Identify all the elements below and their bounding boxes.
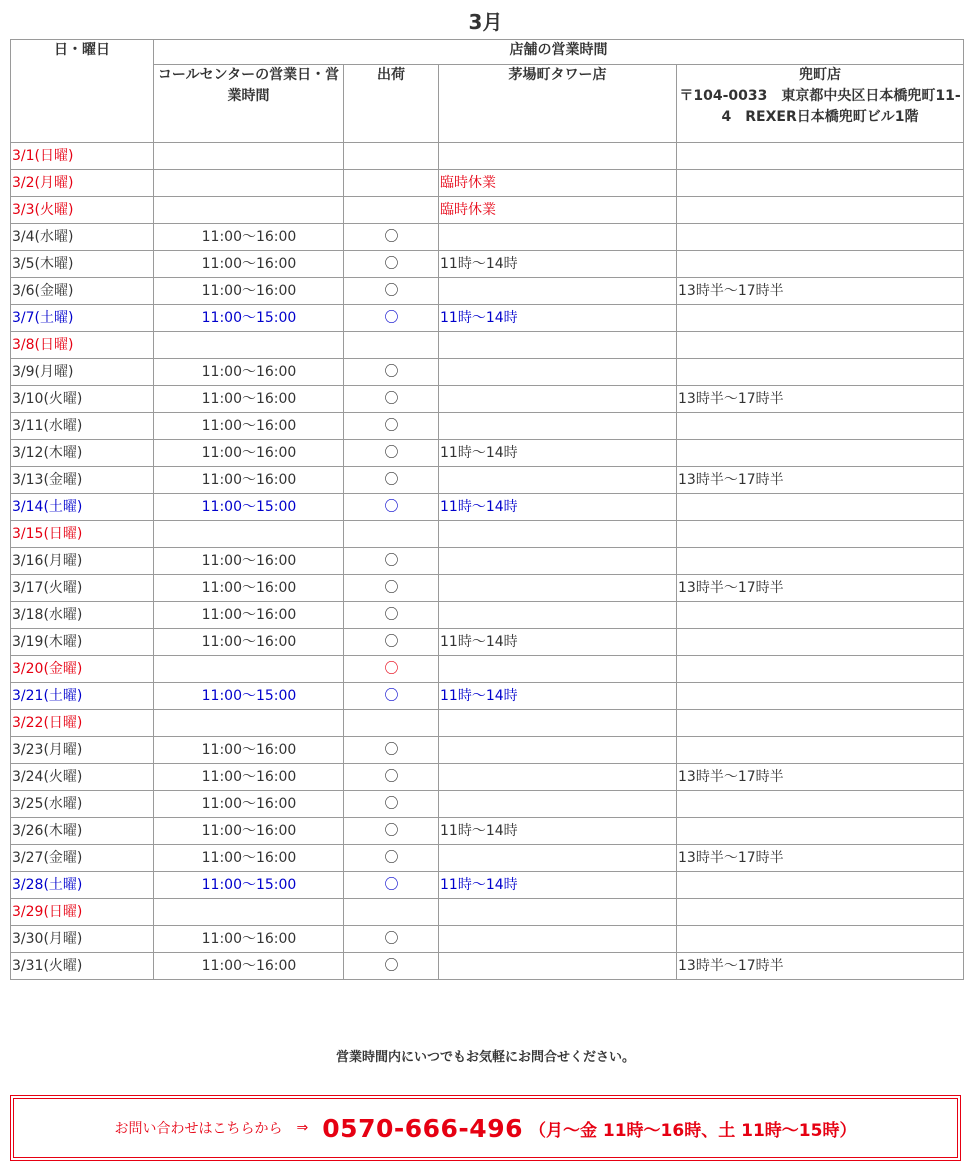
header-date: 日・曜日 <box>11 40 154 143</box>
date-cell: 3/19(木曜) <box>11 629 154 656</box>
callcenter-cell: 11:00～16:00 <box>154 575 344 602</box>
table-row <box>11 143 964 170</box>
table-row <box>11 629 964 656</box>
kayabacho-cell <box>439 845 677 872</box>
kayabacho-cell: 11時～14時 <box>439 251 677 278</box>
date-cell: 3/16(月曜) <box>11 548 154 575</box>
kayabacho-cell: 11時～14時 <box>439 440 677 467</box>
kabutocho-cell <box>677 683 964 710</box>
shipping-cell <box>344 899 439 926</box>
date-cell: 3/25(水曜) <box>11 791 154 818</box>
kabutocho-store-name: 兜町店 <box>799 67 841 83</box>
shipping-cell <box>344 521 439 548</box>
kabutocho-cell <box>677 818 964 845</box>
shipping-cell: 〇 <box>344 386 439 413</box>
table-row <box>11 521 964 548</box>
shipping-cell <box>344 332 439 359</box>
table-row <box>11 872 964 899</box>
table-row <box>11 602 964 629</box>
kayabacho-cell: 11時～14時 <box>439 872 677 899</box>
callcenter-cell: 11:00～16:00 <box>154 359 344 386</box>
kabutocho-cell: 13時半～17時半 <box>677 575 964 602</box>
kayabacho-cell <box>439 332 677 359</box>
date-cell: 3/12(木曜) <box>11 440 154 467</box>
kayabacho-cell: 11時～14時 <box>439 305 677 332</box>
kabutocho-cell <box>677 548 964 575</box>
kabutocho-cell <box>677 710 964 737</box>
contact-box <box>10 1095 961 1161</box>
kayabacho-cell <box>439 359 677 386</box>
kayabacho-cell: 11時～14時 <box>439 629 677 656</box>
header-callcenter: コールセンターの営業日・営業時間 <box>154 65 344 143</box>
callcenter-cell: 11:00～16:00 <box>154 548 344 575</box>
table-row <box>11 926 964 953</box>
table-row <box>11 683 964 710</box>
shipping-cell: 〇 <box>344 656 439 683</box>
business-hours-table <box>10 39 964 980</box>
date-cell: 3/23(月曜) <box>11 737 154 764</box>
kabutocho-cell <box>677 521 964 548</box>
callcenter-cell: 11:00～16:00 <box>154 386 344 413</box>
date-cell: 3/31(火曜) <box>11 953 154 980</box>
callcenter-cell: 11:00～16:00 <box>154 926 344 953</box>
kayabacho-cell <box>439 710 677 737</box>
shipping-cell: 〇 <box>344 629 439 656</box>
callcenter-cell: 11:00～16:00 <box>154 629 344 656</box>
date-cell: 3/4(水曜) <box>11 224 154 251</box>
callcenter-cell <box>154 656 344 683</box>
date-cell: 3/8(日曜) <box>11 332 154 359</box>
schedule-body <box>11 143 964 980</box>
shipping-cell: 〇 <box>344 251 439 278</box>
table-row <box>11 170 964 197</box>
kayabacho-cell <box>439 737 677 764</box>
shipping-cell: 〇 <box>344 791 439 818</box>
date-cell: 3/15(日曜) <box>11 521 154 548</box>
date-cell: 3/6(金曜) <box>11 278 154 305</box>
contact-lead-text: お問い合わせはこちらから <box>114 1121 283 1137</box>
shipping-cell <box>344 143 439 170</box>
kabutocho-cell <box>677 656 964 683</box>
date-cell: 3/14(土曜) <box>11 494 154 521</box>
date-cell: 3/24(火曜) <box>11 764 154 791</box>
table-row <box>11 899 964 926</box>
kayabacho-cell <box>439 521 677 548</box>
kabutocho-cell <box>677 791 964 818</box>
table-row <box>11 251 964 278</box>
table-row <box>11 818 964 845</box>
kabutocho-cell <box>677 305 964 332</box>
contact-note: 営業時間内にいつでもお気軽にお問合せください。 <box>335 1050 635 1065</box>
table-row <box>11 953 964 980</box>
table-row <box>11 467 964 494</box>
shipping-cell: 〇 <box>344 683 439 710</box>
kabutocho-cell <box>677 197 964 224</box>
date-cell: 3/29(日曜) <box>11 899 154 926</box>
date-cell: 3/2(月曜) <box>11 170 154 197</box>
kayabacho-cell <box>439 575 677 602</box>
shipping-cell: 〇 <box>344 305 439 332</box>
kayabacho-cell <box>439 413 677 440</box>
header-store-hours: 店舗の営業時間 <box>154 40 964 65</box>
table-header-row <box>11 40 964 65</box>
contact-phone-link[interactable]: 0570-666-496 <box>322 1113 523 1143</box>
date-cell: 3/7(土曜) <box>11 305 154 332</box>
callcenter-cell <box>154 710 344 737</box>
shipping-cell: 〇 <box>344 953 439 980</box>
table-row <box>11 386 964 413</box>
kabutocho-cell <box>677 602 964 629</box>
contact-hours: （月～金 11時～16時、土 11時～15時） <box>528 1120 857 1141</box>
kabutocho-store-address: 〒104-0033 東京都中央区日本橋兜町11-4 REXER日本橋兜町ビル1階 <box>679 88 961 125</box>
kabutocho-cell <box>677 440 964 467</box>
contact-box-inner <box>13 1098 958 1158</box>
shipping-cell: 〇 <box>344 764 439 791</box>
kayabacho-cell <box>439 548 677 575</box>
callcenter-cell: 11:00～16:00 <box>154 224 344 251</box>
date-cell: 3/21(土曜) <box>11 683 154 710</box>
shipping-cell <box>344 197 439 224</box>
kayabacho-cell <box>439 278 677 305</box>
kabutocho-cell <box>677 899 964 926</box>
date-cell: 3/17(火曜) <box>11 575 154 602</box>
kayabacho-cell: 11時～14時 <box>439 494 677 521</box>
kabutocho-cell <box>677 170 964 197</box>
table-row <box>11 278 964 305</box>
table-row <box>11 413 964 440</box>
callcenter-cell: 11:00～16:00 <box>154 953 344 980</box>
callcenter-cell: 11:00～15:00 <box>154 872 344 899</box>
kayabacho-cell <box>439 386 677 413</box>
table-row <box>11 440 964 467</box>
kabutocho-cell <box>677 737 964 764</box>
date-cell: 3/22(日曜) <box>11 710 154 737</box>
table-row <box>11 224 964 251</box>
date-cell: 3/1(日曜) <box>11 143 154 170</box>
date-cell: 3/20(金曜) <box>11 656 154 683</box>
shipping-cell: 〇 <box>344 575 439 602</box>
shipping-cell: 〇 <box>344 548 439 575</box>
kayabacho-cell <box>439 953 677 980</box>
table-row <box>11 656 964 683</box>
callcenter-cell <box>154 521 344 548</box>
date-cell: 3/10(火曜) <box>11 386 154 413</box>
table-row <box>11 494 964 521</box>
callcenter-cell: 11:00～16:00 <box>154 251 344 278</box>
callcenter-cell: 11:00～16:00 <box>154 737 344 764</box>
kabutocho-cell: 13時半～17時半 <box>677 386 964 413</box>
table-row <box>11 197 964 224</box>
month-title: 3月 <box>468 10 503 34</box>
date-cell: 3/3(火曜) <box>11 197 154 224</box>
table-row <box>11 305 964 332</box>
shipping-cell: 〇 <box>344 602 439 629</box>
kabutocho-cell <box>677 872 964 899</box>
kayabacho-cell <box>439 143 677 170</box>
table-row <box>11 710 964 737</box>
kayabacho-cell <box>439 791 677 818</box>
kayabacho-cell: 臨時休業 <box>439 170 677 197</box>
table-row <box>11 332 964 359</box>
callcenter-cell: 11:00～16:00 <box>154 602 344 629</box>
kayabacho-cell <box>439 602 677 629</box>
date-cell: 3/9(月曜) <box>11 359 154 386</box>
shipping-cell: 〇 <box>344 737 439 764</box>
kayabacho-cell <box>439 656 677 683</box>
kabutocho-cell: 13時半～17時半 <box>677 467 964 494</box>
kayabacho-cell <box>439 467 677 494</box>
kabutocho-cell: 13時半～17時半 <box>677 278 964 305</box>
table-row <box>11 791 964 818</box>
shipping-cell: 〇 <box>344 413 439 440</box>
kabutocho-cell <box>677 359 964 386</box>
kayabacho-cell <box>439 224 677 251</box>
kabutocho-cell <box>677 251 964 278</box>
callcenter-cell <box>154 143 344 170</box>
date-cell: 3/5(木曜) <box>11 251 154 278</box>
header-kabutocho-store <box>677 65 964 143</box>
date-cell: 3/27(金曜) <box>11 845 154 872</box>
kayabacho-cell <box>439 926 677 953</box>
date-cell: 3/13(金曜) <box>11 467 154 494</box>
callcenter-cell: 11:00～16:00 <box>154 278 344 305</box>
callcenter-cell: 11:00～15:00 <box>154 494 344 521</box>
callcenter-cell: 11:00～16:00 <box>154 791 344 818</box>
table-subheader-row <box>11 65 964 143</box>
kabutocho-cell: 13時半～17時半 <box>677 845 964 872</box>
shipping-cell: 〇 <box>344 845 439 872</box>
table-row <box>11 737 964 764</box>
callcenter-cell <box>154 899 344 926</box>
kabutocho-cell <box>677 413 964 440</box>
kabutocho-cell <box>677 494 964 521</box>
callcenter-cell: 11:00～15:00 <box>154 305 344 332</box>
kayabacho-cell: 11時～14時 <box>439 683 677 710</box>
date-cell: 3/28(土曜) <box>11 872 154 899</box>
table-row <box>11 548 964 575</box>
header-shipping: 出荷 <box>344 65 439 143</box>
callcenter-cell: 11:00～16:00 <box>154 764 344 791</box>
kayabacho-cell <box>439 764 677 791</box>
callcenter-cell: 11:00～15:00 <box>154 683 344 710</box>
callcenter-cell: 11:00～16:00 <box>154 818 344 845</box>
shipping-cell <box>344 710 439 737</box>
shipping-cell: 〇 <box>344 278 439 305</box>
kabutocho-cell <box>677 926 964 953</box>
kabutocho-cell <box>677 629 964 656</box>
table-row <box>11 359 964 386</box>
shipping-cell: 〇 <box>344 440 439 467</box>
shipping-cell: 〇 <box>344 926 439 953</box>
date-cell: 3/18(水曜) <box>11 602 154 629</box>
shipping-cell: 〇 <box>344 359 439 386</box>
callcenter-cell <box>154 332 344 359</box>
kabutocho-cell <box>677 224 964 251</box>
kayabacho-cell: 11時～14時 <box>439 818 677 845</box>
shipping-cell: 〇 <box>344 818 439 845</box>
callcenter-cell: 11:00～16:00 <box>154 845 344 872</box>
kabutocho-cell: 13時半～17時半 <box>677 764 964 791</box>
date-cell: 3/30(月曜) <box>11 926 154 953</box>
kabutocho-cell <box>677 332 964 359</box>
shipping-cell: 〇 <box>344 467 439 494</box>
arrow-icon: ⇒ <box>296 1120 309 1136</box>
date-cell: 3/11(水曜) <box>11 413 154 440</box>
table-row <box>11 764 964 791</box>
date-cell: 3/26(木曜) <box>11 818 154 845</box>
table-row <box>11 575 964 602</box>
kabutocho-cell <box>677 143 964 170</box>
callcenter-cell <box>154 170 344 197</box>
shipping-cell <box>344 170 439 197</box>
shipping-cell: 〇 <box>344 224 439 251</box>
kayabacho-cell: 臨時休業 <box>439 197 677 224</box>
kabutocho-cell: 13時半～17時半 <box>677 953 964 980</box>
callcenter-cell: 11:00～16:00 <box>154 440 344 467</box>
shipping-cell: 〇 <box>344 494 439 521</box>
callcenter-cell: 11:00～16:00 <box>154 467 344 494</box>
callcenter-cell: 11:00～16:00 <box>154 413 344 440</box>
shipping-cell: 〇 <box>344 872 439 899</box>
header-kayabacho-store: 茅場町タワー店 <box>439 65 677 143</box>
table-row <box>11 845 964 872</box>
callcenter-cell <box>154 197 344 224</box>
kayabacho-cell <box>439 899 677 926</box>
